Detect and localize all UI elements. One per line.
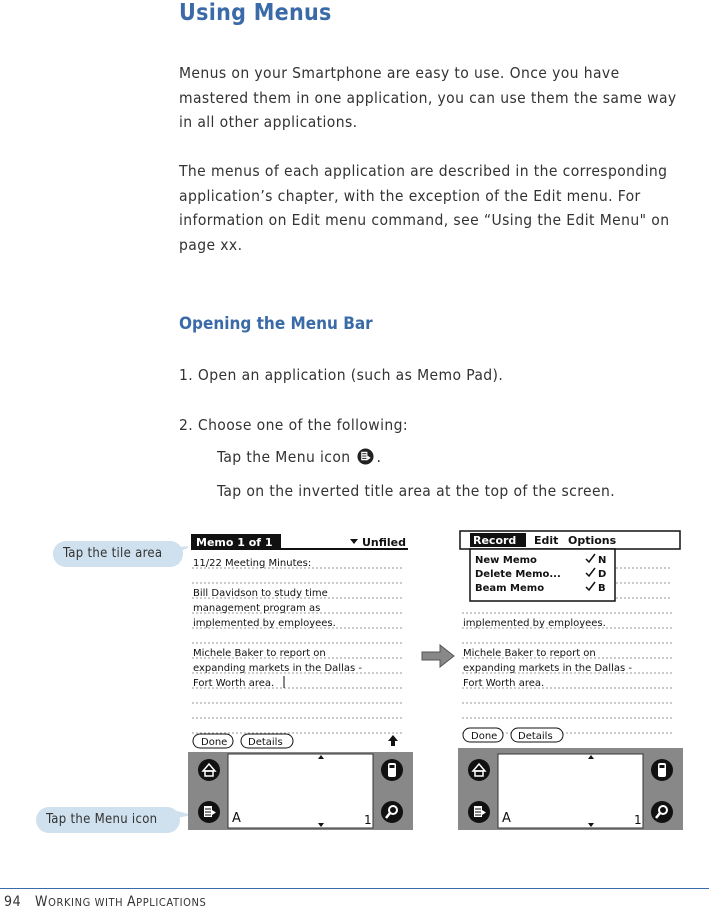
left-graffiti-1: 1	[364, 813, 372, 827]
option-menu-icon	[217, 448, 381, 466]
right-home-icon	[468, 759, 490, 781]
right-line-4: Fort Worth area.	[463, 678, 545, 689]
option-a-period: .	[376, 448, 382, 466]
page-title: Using Menus	[179, 0, 332, 26]
section-rest-2: PPLICATIONS	[136, 896, 207, 909]
right-line-2: Michele Baker to report on	[463, 648, 596, 659]
left-details-label: Details	[248, 737, 283, 748]
find-icon	[381, 801, 403, 823]
option-title-area: Tap on the inverted title area at the top of the screen.	[217, 482, 616, 500]
step-1: 1. Open an application (such as Memo Pad).	[179, 366, 504, 384]
menu-item-new-shortcut: N	[598, 555, 607, 566]
menu-record: Record	[473, 534, 517, 547]
menu-item-new: New Memo	[475, 555, 537, 566]
step-2: 2. Choose one of the following:	[179, 416, 408, 434]
section-a: A	[126, 894, 137, 910]
callout-tile-area: Tap the tile area	[53, 541, 183, 567]
section-w: W	[35, 894, 49, 910]
right-details-label: Details	[518, 731, 553, 742]
left-done-label: Done	[201, 737, 228, 748]
left-category: Unfiled	[362, 536, 407, 549]
page-number: 94	[4, 894, 22, 910]
right-graffiti-1: 1	[634, 813, 642, 827]
section-rest-1: ORKING WITH	[48, 896, 127, 909]
menu-icon	[357, 448, 374, 465]
left-line-4: implemented by employees.	[193, 618, 336, 629]
right-screen	[458, 530, 683, 830]
left-line-8: Fort Worth area.	[193, 678, 275, 689]
menus-paragraph: The menus of each application are described in the corresponding application’s chapter, with the exception of the Edit menu. For information on Edit menu command, see “Using the Edit Menu" on page xx.	[179, 162, 670, 254]
right-line-0: implemented by employees.	[463, 618, 606, 629]
menu-item-delete-shortcut: D	[598, 569, 607, 580]
right-line-3: expanding markets in the Dallas -	[463, 663, 632, 674]
menu-edit: Edit	[534, 534, 559, 547]
footer-rule	[0, 888, 709, 889]
menu-item-beam: Beam Memo	[475, 583, 545, 594]
menu-item-beam-shortcut: B	[598, 583, 606, 594]
menu-item-delete: Delete Memo...	[475, 569, 561, 580]
left-line-6: Michele Baker to report on	[193, 648, 326, 659]
menu-options: Options	[568, 534, 617, 547]
arrow-right-icon	[420, 641, 458, 671]
left-title: Memo 1 of 1	[196, 536, 273, 549]
left-graffiti-a: A	[232, 811, 241, 826]
left-line-2: Bill Davidson to study time	[193, 588, 328, 599]
right-graffiti-a: A	[502, 811, 511, 826]
left-screen	[188, 530, 413, 830]
right-find-icon	[651, 801, 673, 823]
left-line-0: 11/22 Meeting Minutes:	[193, 558, 312, 569]
option-a-text: Tap the Menu icon	[217, 448, 351, 466]
section-heading: Opening the Menu Bar	[179, 314, 373, 334]
callout-menu-icon: Tap the Menu icon	[36, 807, 180, 833]
right-done-label: Done	[471, 731, 498, 742]
intro-paragraph: Menus on your Smartphone are easy to use. Once you have mastered them in one application, you can use them the same way in all other applications.	[179, 64, 677, 131]
left-line-7: expanding markets in the Dallas -	[193, 663, 362, 674]
home-icon	[198, 759, 220, 781]
left-line-3: management program as	[193, 603, 321, 614]
page-footer	[4, 894, 206, 910]
